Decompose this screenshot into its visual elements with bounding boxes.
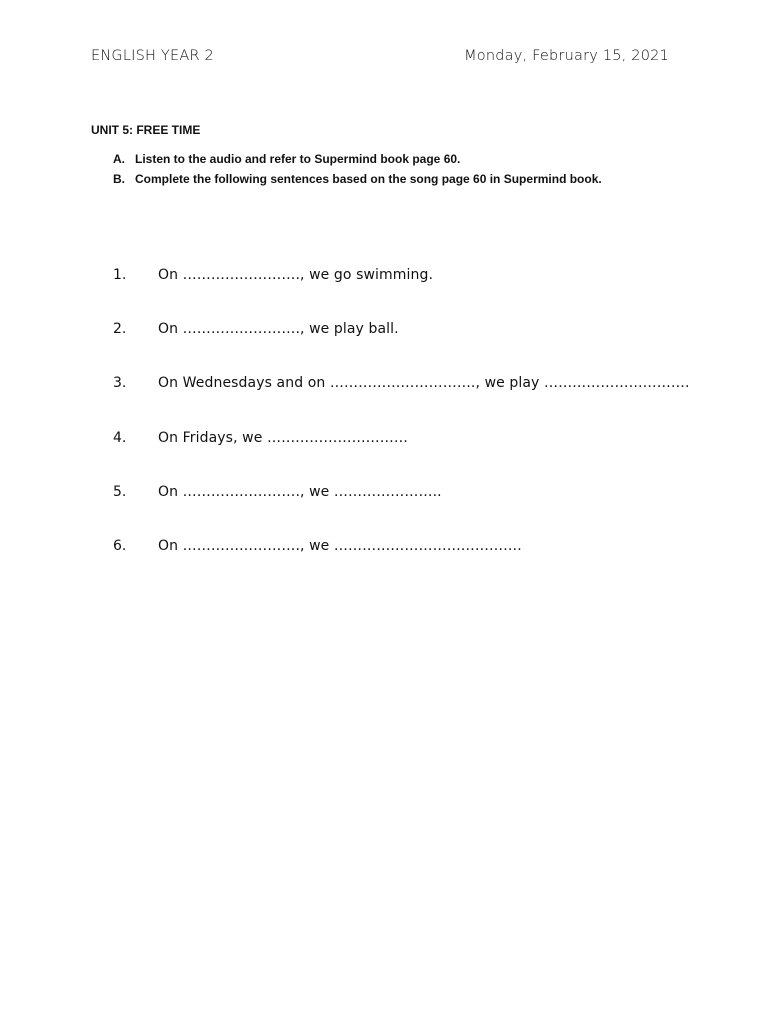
question-item — [113, 318, 690, 372]
instruction-letter: B. — [113, 172, 125, 186]
page-header — [91, 48, 669, 64]
question-item — [113, 427, 690, 481]
subject-label: ENGLISH YEAR 2 — [91, 48, 214, 64]
instruction-text: Listen to the audio and refer to Supermind book page 60. — [135, 152, 461, 166]
question-number: 4. — [113, 429, 127, 446]
question-number: 5. — [113, 483, 127, 500]
question-item — [113, 481, 690, 535]
question-item — [113, 535, 690, 589]
question-text: On ……………………., we …………………………………. — [158, 537, 522, 554]
question-text: On Wednesdays and on …………………………., we play …………………………. — [158, 375, 690, 392]
instruction-text: Complete the following sentences based on the song page 60 in Supermind book. — [135, 172, 602, 186]
question-number: 2. — [113, 321, 127, 338]
date-label: Monday, February 15, 2021 — [464, 48, 669, 64]
questions-list — [113, 264, 690, 589]
question-number: 3. — [113, 375, 127, 392]
instruction-item — [113, 151, 602, 171]
question-number: 6. — [113, 537, 127, 554]
question-text: On ……………………., we play ball. — [158, 321, 399, 338]
question-item — [113, 264, 690, 318]
question-text: On Fridays, we ………………………… — [158, 429, 408, 446]
question-text: On ……………………., we ………………….. — [158, 483, 442, 500]
question-item — [113, 372, 690, 426]
question-text: On ……………………., we go swimming. — [158, 267, 434, 283]
instructions-list — [113, 151, 602, 191]
instruction-item — [113, 171, 602, 191]
unit-title: UNIT 5: FREE TIME — [91, 123, 201, 137]
instruction-letter: A. — [113, 152, 125, 166]
question-number: 1. — [113, 267, 127, 283]
